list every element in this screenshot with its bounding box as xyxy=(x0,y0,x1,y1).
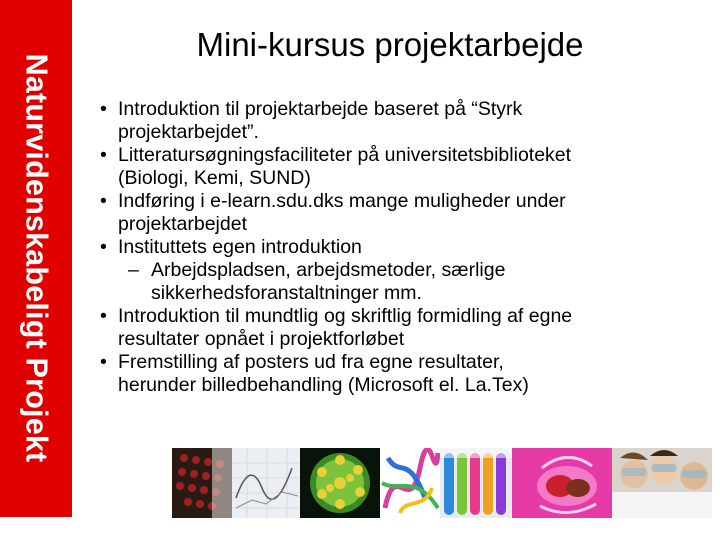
bullet-text: • Fremstilling af posters ud fra egne resultater, xyxy=(118,351,504,373)
protein-structure-photo xyxy=(380,448,440,518)
fly-microscopy-photo xyxy=(512,448,612,518)
bullet-continuation: herunder billedbehandling (Microsoft el. La.Tex) xyxy=(118,374,529,396)
bullet-item xyxy=(98,351,698,397)
bullet-text: • Introduktion til mundtlig og skriftlig formidling af egne xyxy=(118,305,573,327)
bullet-continuation: projektarbejdet xyxy=(118,213,247,235)
bullet-item xyxy=(98,144,698,190)
graph-notes-photo xyxy=(232,448,300,518)
sub-bullet-dash: – xyxy=(128,259,139,281)
bullet-item xyxy=(98,236,698,259)
students-goggles-photo xyxy=(612,448,712,518)
side-label: Naturvidenskabeligt Projekt xyxy=(19,53,54,463)
bullet-item xyxy=(98,98,698,144)
bullet-text: • Instituttets egen introduktion xyxy=(118,236,362,258)
bullet-list xyxy=(98,98,698,397)
bullet-continuation: sikkerhedsforanstaltninger mm. xyxy=(151,282,422,304)
bullet-text: • Litteratursøgningsfaciliteter på universitetsbiblioteket xyxy=(118,144,572,166)
slide-title: Mini-kursus projektarbejde xyxy=(196,26,584,63)
bullet-continuation: (Biologi, Kemi, SUND) xyxy=(118,167,311,189)
bullet-item xyxy=(98,190,698,236)
virus-particle-photo xyxy=(300,448,380,518)
test-tubes-photo xyxy=(440,448,512,518)
bullet-text: • Indføring i e-learn.sdu.dks mange muligheder under xyxy=(118,190,566,212)
bullet-item xyxy=(98,305,698,351)
image-strip xyxy=(172,448,712,518)
sub-bullet-item xyxy=(98,259,698,305)
bullet-continuation: projektarbejdet”. xyxy=(118,121,259,143)
side-band xyxy=(0,0,72,517)
bullet-continuation: resultater opnået i projektforløbet xyxy=(118,328,405,350)
bullet-text: Arbejdspladsen, arbejdsmetoder, særlige xyxy=(151,259,506,281)
lab-tube-rack-photo xyxy=(172,448,232,518)
bullet-text: • Introduktion til projektarbejde baseret på “Styrk xyxy=(118,98,523,120)
